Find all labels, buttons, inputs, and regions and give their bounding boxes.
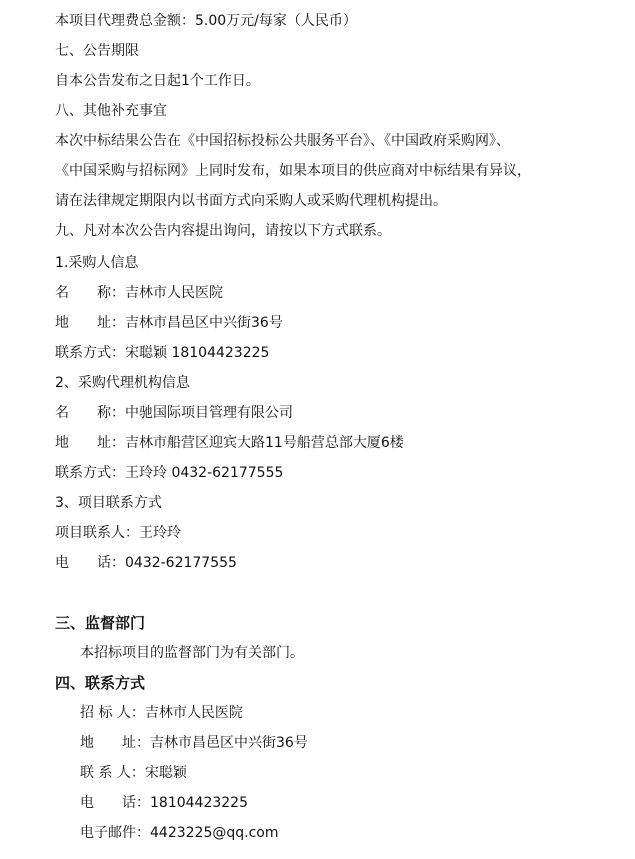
contact-section-title: 四、联系方式 [55, 674, 146, 692]
supervision-title: 三、监督部门 [55, 614, 146, 632]
section-8-title: 八、其他补充事宜 [55, 103, 167, 119]
section-7-title: 七、公告期限 [55, 43, 139, 59]
section-8-paragraph-line-1: 本次中标结果公告在《中国招标投标公共服务平台》、《中国政府采购网》、 [55, 133, 510, 149]
agency-name: 名 称：中驰国际项目管理有限公司 [55, 405, 293, 421]
purchaser-info-title: 1.采购人信息 [55, 255, 139, 271]
agency-info-title: 2、采购代理机构信息 [55, 375, 190, 391]
section-8-paragraph-line-3: 请在法律规定期限内以书面方式向采购人或采购代理机构提出。 [55, 193, 447, 209]
purchaser-name: 名 称：吉林市人民医院 [55, 285, 223, 301]
contact-address: 地 址：吉林市昌邑区中兴街36号 [80, 735, 308, 751]
project-contact-title: 3、项目联系方式 [55, 495, 162, 511]
contact-phone: 电 话：18104423225 [80, 795, 248, 811]
purchaser-address: 地 址：吉林市昌邑区中兴街36号 [55, 315, 283, 331]
agency-fee-line: 本项目代理费总金额：5.00万元/每家（人民币） [55, 13, 357, 29]
section-7-text: 自本公告发布之日起1个工作日。 [55, 73, 260, 89]
contact-person: 联 系 人：宋聪颖 [80, 765, 187, 781]
section-9-title: 九、凡对本次公告内容提出询问，请按以下方式联系。 [55, 223, 391, 239]
agency-contact: 联系方式：王玲玲 0432-62177555 [55, 465, 284, 481]
contact-tenderer: 招 标 人：吉林市人民医院 [80, 705, 243, 721]
supervision-text: 本招标项目的监督部门为有关部门。 [80, 645, 304, 661]
project-contact-phone: 电 话：0432-62177555 [55, 555, 237, 571]
contact-email: 电子邮件：4423225@qq.com [80, 825, 279, 841]
agency-address: 地 址：吉林市船营区迎宾大路11号船营总部大厦6楼 [55, 435, 404, 451]
purchaser-contact: 联系方式：宋聪颖 18104423225 [55, 345, 270, 361]
section-8-paragraph-line-2: 《中国采购与招标网》上同时发布，如果本项目的供应商对中标结果有异议， [55, 163, 531, 179]
project-contact-person: 项目联系人：王玲玲 [55, 525, 181, 541]
